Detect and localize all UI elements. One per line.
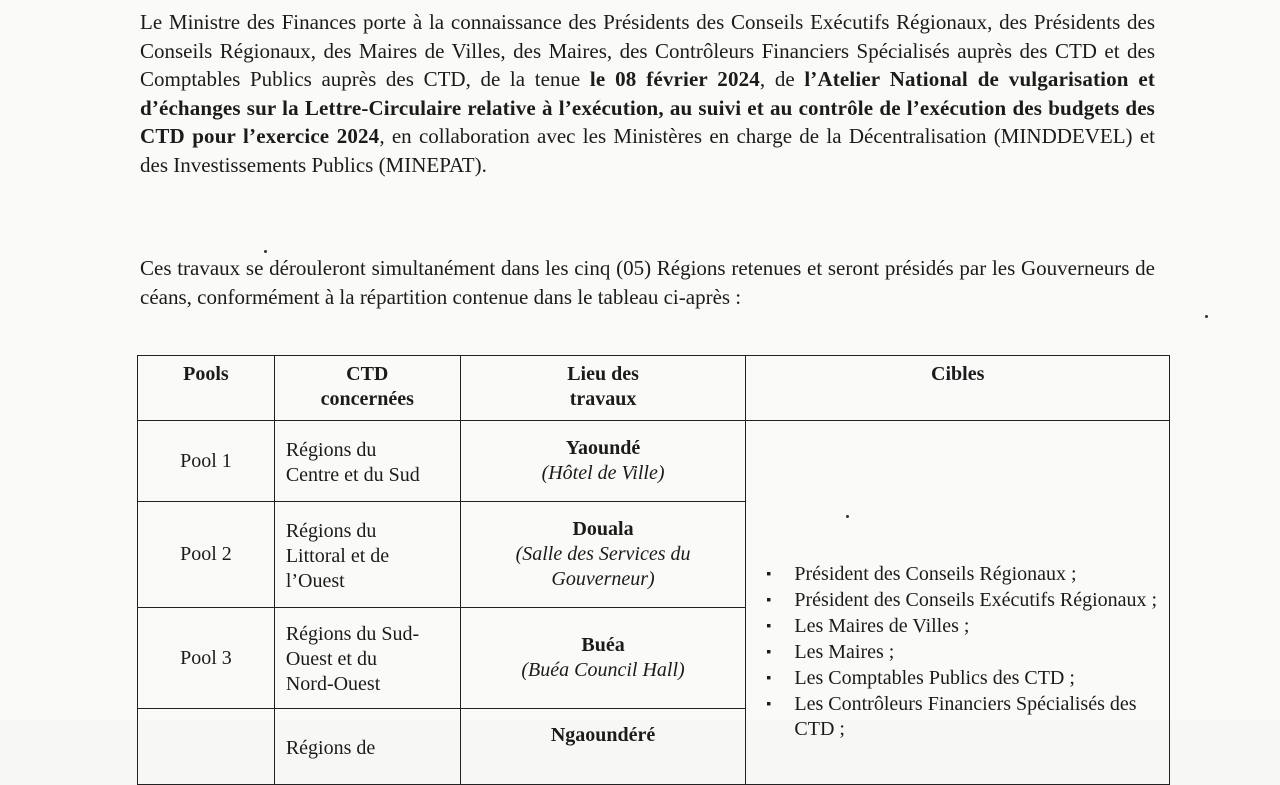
pool-cell: Pool 2 [138, 502, 275, 608]
cibles-cell [746, 421, 1170, 785]
intro-text-1: Le Ministre des Finances porte à la connaissance des Présidents des Conseils Exécutifs Régionaux, des Présidents des Conseils Régionaux, des Maires de Villes, des Maires, des Contrôleurs Financiers Spécialisés auprès des CTD et des Comptables Publics auprès des CTD, de la tenue [140, 10, 1155, 91]
table-header-row [138, 356, 1170, 421]
list-item: ▪ Les Contrôleurs Financiers Spécialisés des CTD ; [766, 693, 1137, 740]
ctd-cell: Régions de [274, 709, 460, 785]
bullet-icon: ▪ [766, 671, 772, 686]
scan-speck [846, 515, 849, 518]
bullet-icon: ▪ [766, 567, 772, 582]
city-name: Yaoundé [565, 437, 641, 459]
city-name: Douala [572, 518, 634, 540]
intro-date: le 08 février 2024 [589, 67, 760, 91]
ctd-cell: Régions du Littoral et de l’Ouest [274, 502, 460, 608]
header-lieu: Lieu des travaux [460, 356, 746, 421]
lieu-cell [460, 502, 746, 608]
pool-cell: Pool 3 [138, 608, 275, 709]
header-ctd: CTD concernées [274, 356, 460, 421]
pool-cell: Pool 1 [138, 421, 275, 502]
list-item: ▪ Les Comptables Publics des CTD ; [766, 667, 1075, 689]
venue-name: Gouverneur) [551, 568, 655, 590]
list-item: ▪ Les Maires de Villes ; [766, 615, 970, 637]
venue-name: (Salle des Services du [515, 543, 691, 565]
header-cibles: Cibles [746, 356, 1170, 421]
venue-name: (Buéa Council Hall) [521, 659, 685, 681]
ctd-cell: Régions du Centre et du Sud [274, 421, 460, 502]
intro-workshop-title: l’Atelier National de vulgarisation et d’échanges sur la Lettre-Circulaire relative à l’exécution, au suivi et au contrôle de l’exécution des budgets des CTD pour l’exercice 2024 [140, 67, 1156, 148]
venue-name: (Hôtel de Ville) [541, 462, 665, 484]
city-name: Ngaoundéré [550, 724, 656, 746]
intro-text-2: , de [759, 67, 795, 91]
second-paragraph: Ces travaux se dérouleront simultanément dans les cinq (05) Régions retenues et seront présidés par les Gouverneurs de céans, conformément à la répartition contenue dans le tableau ci-après : [140, 256, 1155, 309]
bullet-icon: ▪ [766, 645, 772, 660]
scan-speck [1205, 315, 1208, 318]
city-name: Buéa [581, 634, 625, 656]
ctd-cell: Régions du Sud- Ouest et du Nord-Ouest [274, 608, 460, 709]
targets-list [764, 562, 1159, 742]
intro-text-3: , en collaboration avec les Ministères en charge de la Décentralisation (MINDDEVEL) et des Investissements Publics (MINEPAT). [140, 124, 1155, 177]
lieu-cell [460, 608, 746, 709]
distribution-table [137, 355, 1170, 785]
bullet-icon: ▪ [766, 697, 772, 712]
header-pools: Pools [138, 356, 275, 421]
list-item: ▪ Président des Conseils Exécutifs Régionaux ; [766, 589, 1158, 611]
bullet-icon: ▪ [766, 619, 772, 634]
lieu-cell [460, 421, 746, 502]
list-item: ▪ Président des Conseils Régionaux ; [766, 563, 1077, 585]
intro-paragraph [140, 8, 1155, 179]
table-row [138, 421, 1170, 502]
bullet-icon: ▪ [766, 593, 772, 608]
scan-speck [264, 250, 267, 253]
list-item: ▪ Les Maires ; [766, 641, 895, 663]
